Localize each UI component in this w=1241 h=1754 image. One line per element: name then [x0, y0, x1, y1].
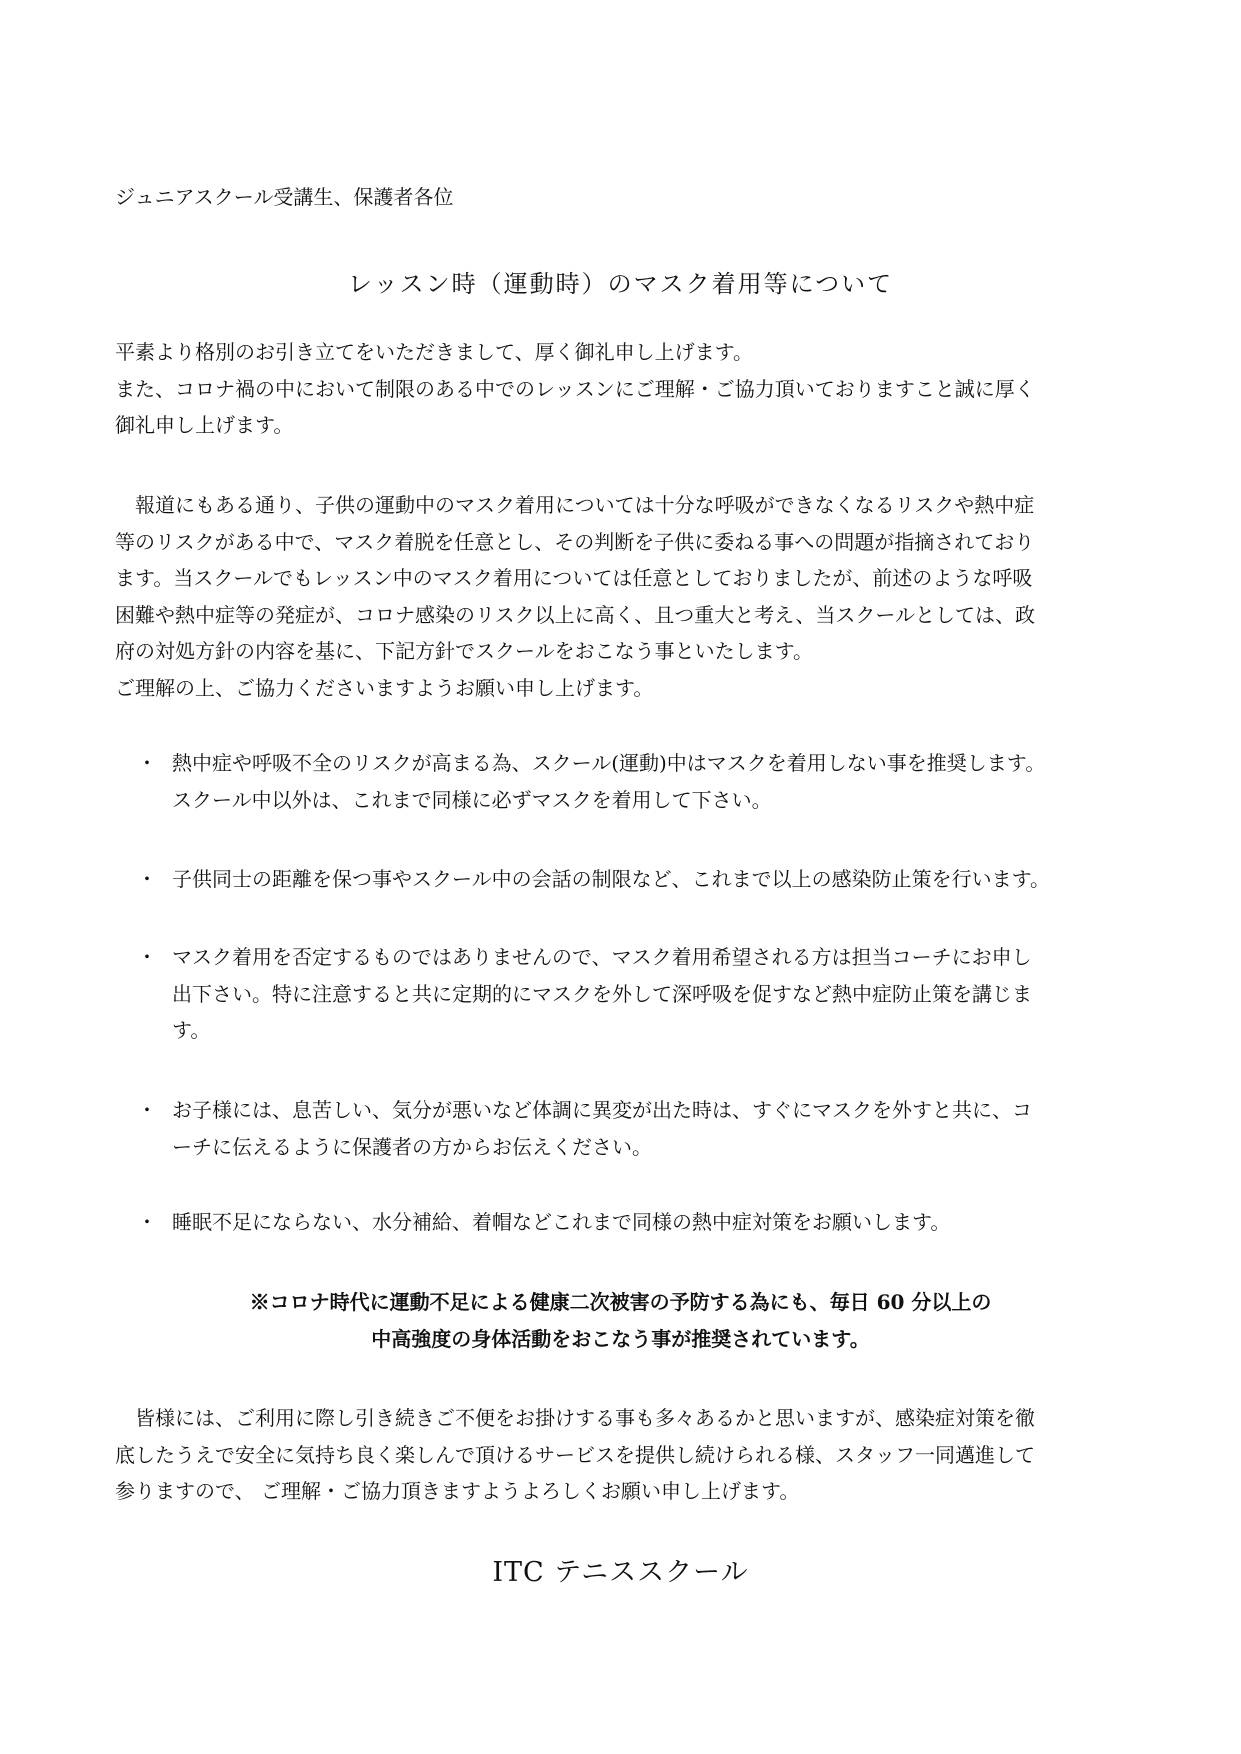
- body-paragraph: [115, 487, 1130, 707]
- body-line: ご理解の上、ご協力くださいますようお願い申し上げます。: [115, 675, 654, 700]
- addressee: [115, 179, 1130, 216]
- bullet-line: 出下さい。特に注意すると共に定期的にマスクを外して深呼吸を促すなど熱中症防止策を講じま: [172, 981, 1032, 1006]
- intro-line: 平素より格別のお引き立てをいただきまして、厚く御礼申し上げます。: [115, 340, 753, 364]
- signature: ITC テニススクール: [492, 1557, 749, 1588]
- bullet-marker: ・: [137, 867, 157, 891]
- bullet-item: [137, 1092, 1137, 1165]
- document-title: レッスン時（運動時）のマスク着用等について: [347, 270, 894, 298]
- bullet-line: マスク着用を否定するものではありませんので、マスク着用希望される方は担当コーチにお申し: [172, 945, 1032, 969]
- bullet-marker: ・: [137, 1210, 157, 1234]
- bullet-marker: ・: [137, 751, 157, 775]
- bullet-line: 熱中症や呼吸不全のリスクが高まる為、スクール(運動)中はマスクを着用しない事を推奨します。: [172, 751, 1046, 775]
- bullet-item: [137, 745, 1137, 818]
- body-line: 報道にもある通り、子供の運動中のマスク着用については十分な呼吸ができなくなるリスクや熱中症: [115, 493, 1035, 517]
- body-line: ます。当スクールでもレッスン中のマスク着用については任意としておりましたが、前述のような呼吸: [115, 566, 1033, 591]
- note-line: ※コロナ時代に運動不足による健康二次被害の予防する為にも、毎日 60 分以上の: [249, 1290, 992, 1314]
- body-line: 府の対処方針の内容を基に、下記方針でスクールをおこなう事といたします。: [115, 639, 813, 664]
- bullet-marker: ・: [137, 1098, 157, 1122]
- bullet-item: [137, 1204, 1137, 1241]
- bullet-line: ーチに伝えるように保護者の方からお伝えください。: [172, 1134, 652, 1159]
- bullet-item: [137, 939, 1137, 1049]
- bullet-line: す。: [172, 1018, 211, 1043]
- bullet-line: お子様には、息苦しい、気分が悪いなど体調に異変が出た時は、すぐにマスクを外すと共に、コ: [172, 1098, 1032, 1122]
- bullet-marker: ・: [137, 945, 157, 969]
- closing-line: 参りますので、 ご理解・ご協力頂きますようよろしくお願い申し上げます。: [115, 1479, 800, 1504]
- body-line: 困難や熱中症等の発症が、コロナ感染のリスク以上に高く、且つ重大と考え、当スクールとしては、政: [115, 602, 1035, 627]
- bullet-line: 子供同士の距離を保つ事やスクール中の会話の制限など、これまで以上の感染防止策を行います。: [172, 867, 1050, 891]
- bullet-line: 睡眠不足にならない、水分補給、着帽などこれまで同様の熱中症対策をお願いします。: [172, 1210, 951, 1234]
- intro-line: また、コロナ禍の中において制限のある中でのレッスンにご理解・ご協力頂いておりますこと誠に厚く: [115, 376, 1035, 401]
- addressee-text: ジュニアスクール受講生、保護者各位: [115, 185, 454, 209]
- closing-paragraph: [115, 1400, 1130, 1510]
- note-line: 中高強度の身体活動をおこなう事が推奨されています。: [371, 1327, 870, 1351]
- closing-line: 皆様には、ご利用に際し引き続きご不便をお掛けする事も多々あるかと思いますが、感染症対策を徹: [115, 1406, 1035, 1430]
- body-line: 等のリスクがある中で、マスク着脱を任意とし、その判断を子供に委ねる事への問題が指摘されており: [115, 529, 1035, 554]
- health-note: [0, 1284, 1241, 1358]
- bullet-line: スクール中以外は、これまで同様に必ずマスクを着用して下さい。: [172, 787, 772, 812]
- bullet-item: [137, 861, 1137, 898]
- closing-line: 底したうえで安全に気持ち良く楽しんで頂けるサービスを提供し続けられる様、スタッフ一同邁進して: [115, 1442, 1035, 1467]
- intro-paragraph: [115, 334, 1130, 444]
- intro-line: 御礼申し上げます。: [115, 413, 294, 438]
